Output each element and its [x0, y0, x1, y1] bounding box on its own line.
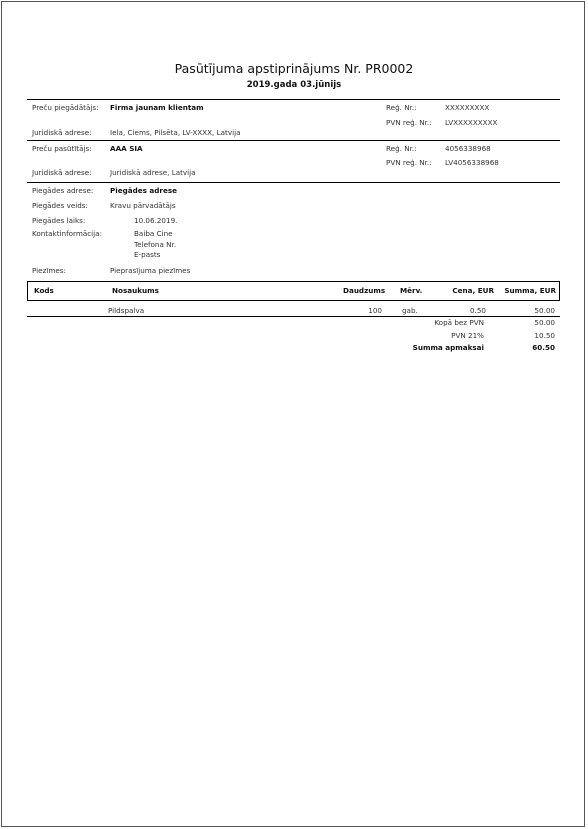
header-price: Cena, EUR: [452, 286, 494, 295]
divider: [27, 182, 560, 183]
supplier-name: Firma jaunam klientam: [110, 103, 204, 112]
customer-name: AAA SIA: [110, 144, 143, 153]
header-sum: Summa, EUR: [504, 286, 556, 295]
notes-label: Piezīmes:: [32, 266, 66, 275]
item-unit: gab.: [402, 306, 418, 315]
divider: [27, 140, 560, 141]
grand-total-value: 60.50: [532, 343, 555, 352]
item-qty: 100: [368, 306, 382, 315]
item-sum: 50.00: [534, 306, 555, 315]
supplier-vat-label: PVN reģ. Nr.:: [386, 118, 432, 127]
supplier-reg-value: XXXXXXXXX: [445, 103, 490, 112]
items-table-header: [27, 281, 560, 301]
customer-reg-value: 4056338968: [445, 144, 491, 153]
notes-value: Pieprasījuma piezīmes: [110, 266, 191, 275]
delivery-time-label: Piegādes laiks:: [32, 216, 86, 225]
supplier-address: Iela, Ciems, Pilsēta, LV-XXXX, Latvija: [110, 128, 241, 137]
header-qty: Daudzums: [343, 286, 386, 295]
contact-phone: Telefona Nr.: [134, 240, 177, 249]
customer-vat-label: PVN reģ. Nr.:: [386, 158, 432, 167]
document-date: 2019.gada 03.jūnijs: [246, 80, 342, 90]
delivery-address: Piegādes adrese: [110, 186, 177, 195]
divider: [27, 99, 560, 100]
divider: [27, 316, 560, 317]
contact-label: Kontaktinformācija:: [32, 229, 102, 238]
supplier-label: Preču piegādātājs:: [32, 103, 99, 112]
header-code: Kods: [34, 286, 54, 295]
delivery-address-label: Piegādes adrese:: [32, 186, 94, 195]
customer-reg-label: Reģ. Nr.:: [386, 144, 417, 153]
total-vat-label: PVN 21%: [451, 331, 484, 340]
contact-email: E-pasts: [134, 250, 161, 259]
delivery-method-label: Piegādes veids:: [32, 201, 88, 210]
customer-vat-value: LV4056338968: [445, 158, 499, 167]
contact-name: Baiba Cine: [134, 229, 173, 238]
total-net-value: 50.00: [534, 318, 555, 327]
delivery-time: 10.06.2019.: [134, 216, 178, 225]
grand-total-label: Summa apmaksai: [412, 343, 484, 352]
supplier-reg-label: Reģ. Nr.:: [386, 103, 417, 112]
delivery-method: Kravu pārvadātājs: [110, 201, 176, 210]
item-name: Pildspalva: [108, 306, 145, 315]
header-name: Nosaukums: [112, 286, 159, 295]
total-vat-value: 10.50: [534, 331, 555, 340]
supplier-address-label: Juridiskā adrese:: [32, 128, 92, 137]
customer-address: Juridiskā adrese, Latvija: [110, 168, 196, 177]
header-unit: Mērv.: [400, 286, 423, 295]
customer-label: Preču pasūtītājs:: [32, 144, 92, 153]
total-net-label: Kopā bez PVN: [434, 318, 484, 327]
customer-address-label: Juridiskā adrese:: [32, 168, 92, 177]
item-price: 0.50: [469, 306, 486, 315]
supplier-vat-value: LVXXXXXXXXX: [445, 118, 498, 127]
document-title: Pasūtījuma apstiprinājums Nr. PR0002: [174, 61, 414, 76]
